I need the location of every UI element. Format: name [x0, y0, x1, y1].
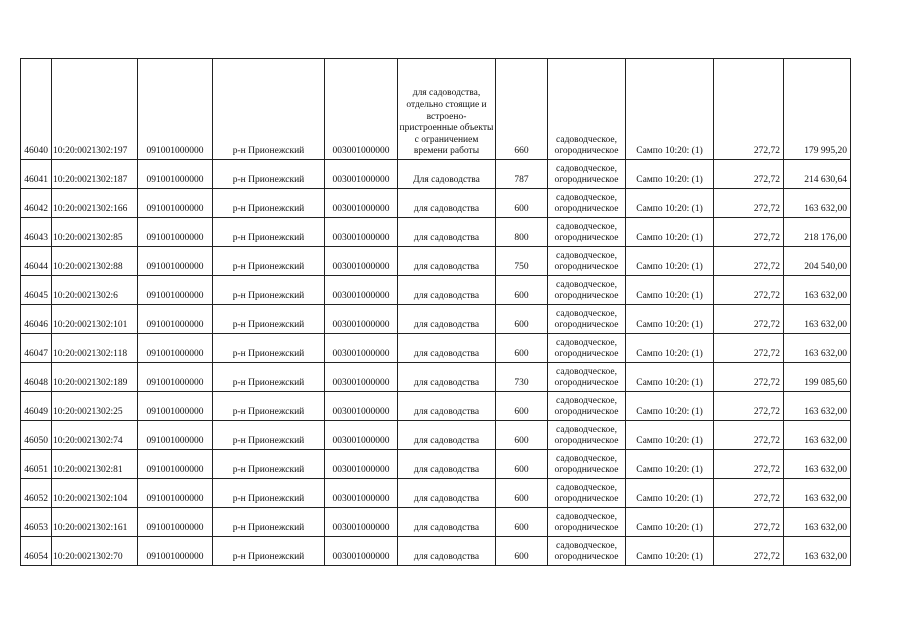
evaluation-group: Сампо 10:20: (1) — [626, 276, 714, 305]
specific-rate: 272,72 — [714, 218, 784, 247]
evaluation-group: Сампо 10:20: (1) — [626, 421, 714, 450]
settlement-code: 003001000000 — [325, 450, 398, 479]
territory-code: 091001000000 — [138, 59, 213, 160]
permitted-use: для садоводства — [398, 305, 496, 334]
cadastral-number: 10:20:0021302:197 — [52, 59, 138, 160]
table-row — [21, 334, 851, 363]
territory-code: 091001000000 — [138, 421, 213, 450]
cadastral-number: 10:20:0021302:118 — [52, 334, 138, 363]
table-row — [21, 508, 851, 537]
land-category: садоводческое, огородническое — [548, 450, 626, 479]
land-category: садоводческое, огородническое — [548, 247, 626, 276]
cadastral-value: 179 995,20 — [784, 59, 851, 160]
row-number: 46045 — [21, 276, 52, 305]
permitted-use: для садоводства — [398, 276, 496, 305]
territory-code: 091001000000 — [138, 363, 213, 392]
table-row — [21, 276, 851, 305]
permitted-use: для садоводства, отдельно стоящие и встроено-пристроенные объекты с ограничением времени работы — [398, 59, 496, 160]
specific-rate: 272,72 — [714, 537, 784, 566]
settlement-code: 003001000000 — [325, 334, 398, 363]
table-row — [21, 160, 851, 189]
table-row — [21, 450, 851, 479]
row-number: 46048 — [21, 363, 52, 392]
area-value: 600 — [496, 479, 548, 508]
territory-code: 091001000000 — [138, 189, 213, 218]
land-category: садоводческое, огородническое — [548, 421, 626, 450]
specific-rate: 272,72 — [714, 508, 784, 537]
specific-rate: 272,72 — [714, 363, 784, 392]
cadastral-value: 163 632,00 — [784, 479, 851, 508]
land-category: садоводческое, огородническое — [548, 276, 626, 305]
district-name: р-н Прионежский — [213, 450, 325, 479]
territory-code: 091001000000 — [138, 479, 213, 508]
specific-rate: 272,72 — [714, 247, 784, 276]
land-category: садоводческое, огородническое — [548, 218, 626, 247]
cadastral-number: 10:20:0021302:74 — [52, 421, 138, 450]
specific-rate: 272,72 — [714, 59, 784, 160]
row-number: 46049 — [21, 392, 52, 421]
area-value: 600 — [496, 305, 548, 334]
land-category: садоводческое, огородническое — [548, 537, 626, 566]
row-number: 46047 — [21, 334, 52, 363]
permitted-use: для садоводства — [398, 363, 496, 392]
evaluation-group: Сампо 10:20: (1) — [626, 450, 714, 479]
permitted-use: для садоводства — [398, 218, 496, 247]
table-row — [21, 479, 851, 508]
evaluation-group: Сампо 10:20: (1) — [626, 334, 714, 363]
settlement-code: 003001000000 — [325, 421, 398, 450]
specific-rate: 272,72 — [714, 334, 784, 363]
land-category: садоводческое, огородническое — [548, 305, 626, 334]
area-value: 600 — [496, 508, 548, 537]
area-value: 600 — [496, 392, 548, 421]
settlement-code: 003001000000 — [325, 218, 398, 247]
area-value: 660 — [496, 59, 548, 160]
evaluation-group: Сампо 10:20: (1) — [626, 479, 714, 508]
cadastral-value: 163 632,00 — [784, 537, 851, 566]
evaluation-group: Сампо 10:20: (1) — [626, 508, 714, 537]
land-category: садоводческое, огородническое — [548, 189, 626, 218]
table-row — [21, 363, 851, 392]
land-category: садоводческое, огородническое — [548, 334, 626, 363]
district-name: р-н Прионежский — [213, 160, 325, 189]
area-value: 800 — [496, 218, 548, 247]
territory-code: 091001000000 — [138, 218, 213, 247]
land-category: садоводческое, огородническое — [548, 59, 626, 160]
table-row — [21, 189, 851, 218]
permitted-use: для садоводства — [398, 479, 496, 508]
settlement-code: 003001000000 — [325, 305, 398, 334]
area-value: 750 — [496, 247, 548, 276]
row-number: 46051 — [21, 450, 52, 479]
specific-rate: 272,72 — [714, 479, 784, 508]
table-row — [21, 59, 851, 160]
settlement-code: 003001000000 — [325, 508, 398, 537]
district-name: р-н Прионежский — [213, 363, 325, 392]
settlement-code: 003001000000 — [325, 392, 398, 421]
cadastral-number: 10:20:0021302:6 — [52, 276, 138, 305]
row-number: 46041 — [21, 160, 52, 189]
table-row — [21, 218, 851, 247]
evaluation-group: Сампо 10:20: (1) — [626, 160, 714, 189]
cadastral-value-table — [20, 58, 851, 566]
district-name: р-н Прионежский — [213, 537, 325, 566]
table-row — [21, 247, 851, 276]
cadastral-value: 214 630,64 — [784, 160, 851, 189]
cadastral-value: 204 540,00 — [784, 247, 851, 276]
row-number: 46054 — [21, 537, 52, 566]
area-value: 600 — [496, 537, 548, 566]
district-name: р-н Прионежский — [213, 247, 325, 276]
cadastral-number: 10:20:0021302:81 — [52, 450, 138, 479]
specific-rate: 272,72 — [714, 189, 784, 218]
cadastral-value: 163 632,00 — [784, 392, 851, 421]
row-number: 46040 — [21, 59, 52, 160]
cadastral-number: 10:20:0021302:161 — [52, 508, 138, 537]
specific-rate: 272,72 — [714, 160, 784, 189]
cadastral-value: 163 632,00 — [784, 450, 851, 479]
area-value: 787 — [496, 160, 548, 189]
district-name: р-н Прионежский — [213, 392, 325, 421]
permitted-use: Для садоводства — [398, 160, 496, 189]
territory-code: 091001000000 — [138, 450, 213, 479]
permitted-use: для садоводства — [398, 508, 496, 537]
cadastral-value: 218 176,00 — [784, 218, 851, 247]
settlement-code: 003001000000 — [325, 276, 398, 305]
district-name: р-н Прионежский — [213, 421, 325, 450]
specific-rate: 272,72 — [714, 276, 784, 305]
cadastral-value: 163 632,00 — [784, 421, 851, 450]
cadastral-number: 10:20:0021302:88 — [52, 247, 138, 276]
territory-code: 091001000000 — [138, 392, 213, 421]
settlement-code: 003001000000 — [325, 59, 398, 160]
table-row — [21, 537, 851, 566]
settlement-code: 003001000000 — [325, 363, 398, 392]
evaluation-group: Сампо 10:20: (1) — [626, 218, 714, 247]
row-number: 46044 — [21, 247, 52, 276]
permitted-use: для садоводства — [398, 450, 496, 479]
table-row — [21, 305, 851, 334]
district-name: р-н Прионежский — [213, 479, 325, 508]
permitted-use: для садоводства — [398, 334, 496, 363]
table-row — [21, 392, 851, 421]
territory-code: 091001000000 — [138, 160, 213, 189]
district-name: р-н Прионежский — [213, 508, 325, 537]
area-value: 600 — [496, 450, 548, 479]
territory-code: 091001000000 — [138, 334, 213, 363]
settlement-code: 003001000000 — [325, 479, 398, 508]
district-name: р-н Прионежский — [213, 305, 325, 334]
cadastral-number: 10:20:0021302:70 — [52, 537, 138, 566]
evaluation-group: Сампо 10:20: (1) — [626, 247, 714, 276]
land-category: садоводческое, огородническое — [548, 392, 626, 421]
evaluation-group: Сампо 10:20: (1) — [626, 189, 714, 218]
cadastral-value: 163 632,00 — [784, 334, 851, 363]
area-value: 600 — [496, 334, 548, 363]
evaluation-group: Сампо 10:20: (1) — [626, 537, 714, 566]
row-number: 46046 — [21, 305, 52, 334]
settlement-code: 003001000000 — [325, 160, 398, 189]
row-number: 46050 — [21, 421, 52, 450]
land-category: садоводческое, огородническое — [548, 508, 626, 537]
specific-rate: 272,72 — [714, 421, 784, 450]
cadastral-number: 10:20:0021302:189 — [52, 363, 138, 392]
cadastral-number: 10:20:0021302:104 — [52, 479, 138, 508]
district-name: р-н Прионежский — [213, 59, 325, 160]
evaluation-group: Сампо 10:20: (1) — [626, 363, 714, 392]
evaluation-group: Сампо 10:20: (1) — [626, 392, 714, 421]
cadastral-value: 163 632,00 — [784, 189, 851, 218]
table-row — [21, 421, 851, 450]
territory-code: 091001000000 — [138, 247, 213, 276]
land-category: садоводческое, огородническое — [548, 479, 626, 508]
settlement-code: 003001000000 — [325, 537, 398, 566]
cadastral-number: 10:20:0021302:25 — [52, 392, 138, 421]
table-body — [21, 59, 851, 566]
cadastral-number: 10:20:0021302:187 — [52, 160, 138, 189]
settlement-code: 003001000000 — [325, 247, 398, 276]
territory-code: 091001000000 — [138, 508, 213, 537]
permitted-use: для садоводства — [398, 537, 496, 566]
land-category: садоводческое, огородническое — [548, 363, 626, 392]
cadastral-number: 10:20:0021302:85 — [52, 218, 138, 247]
permitted-use: для садоводства — [398, 189, 496, 218]
permitted-use: для садоводства — [398, 421, 496, 450]
territory-code: 091001000000 — [138, 305, 213, 334]
district-name: р-н Прионежский — [213, 334, 325, 363]
settlement-code: 003001000000 — [325, 189, 398, 218]
territory-code: 091001000000 — [138, 276, 213, 305]
cadastral-value: 163 632,00 — [784, 305, 851, 334]
evaluation-group: Сампо 10:20: (1) — [626, 305, 714, 334]
specific-rate: 272,72 — [714, 450, 784, 479]
specific-rate: 272,72 — [714, 305, 784, 334]
district-name: р-н Прионежский — [213, 276, 325, 305]
permitted-use: для садоводства — [398, 392, 496, 421]
district-name: р-н Прионежский — [213, 218, 325, 247]
cadastral-value: 163 632,00 — [784, 508, 851, 537]
district-name: р-н Прионежский — [213, 189, 325, 218]
cadastral-number: 10:20:0021302:166 — [52, 189, 138, 218]
row-number: 46052 — [21, 479, 52, 508]
area-value: 730 — [496, 363, 548, 392]
land-category: садоводческое, огородническое — [548, 160, 626, 189]
row-number: 46042 — [21, 189, 52, 218]
cadastral-value: 163 632,00 — [784, 276, 851, 305]
area-value: 600 — [496, 421, 548, 450]
cadastral-number: 10:20:0021302:101 — [52, 305, 138, 334]
row-number: 46053 — [21, 508, 52, 537]
row-number: 46043 — [21, 218, 52, 247]
cadastral-value: 199 085,60 — [784, 363, 851, 392]
permitted-use: для садоводства — [398, 247, 496, 276]
evaluation-group: Сампо 10:20: (1) — [626, 59, 714, 160]
specific-rate: 272,72 — [714, 392, 784, 421]
area-value: 600 — [496, 189, 548, 218]
area-value: 600 — [496, 276, 548, 305]
territory-code: 091001000000 — [138, 537, 213, 566]
